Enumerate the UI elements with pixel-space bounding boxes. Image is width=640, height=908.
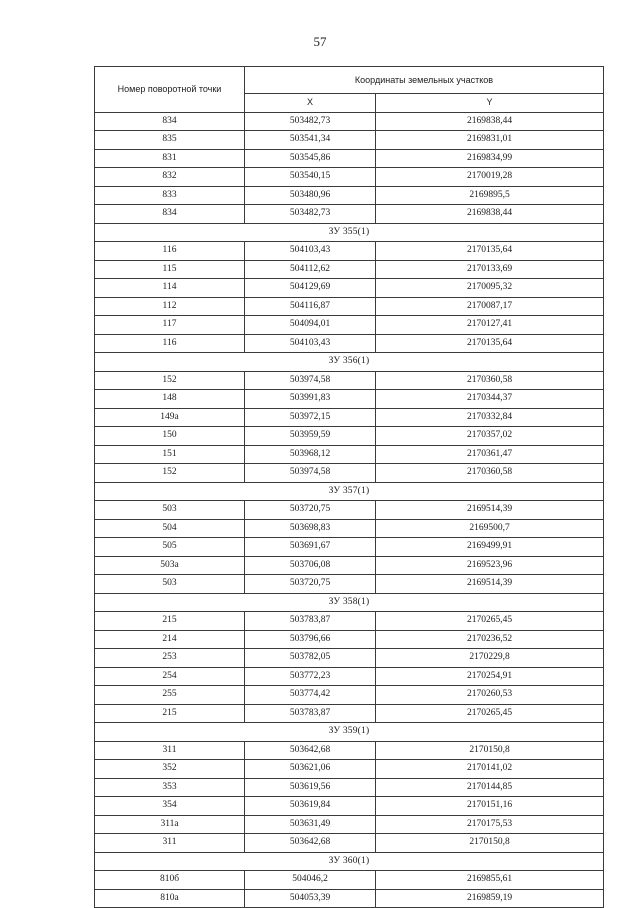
y-coordinate-cell: 2169514,39 (376, 575, 604, 594)
table-row (95, 686, 604, 705)
section-label: ЗУ 356(1) (95, 353, 604, 372)
y-coordinate-cell: 2169895,5 (376, 186, 604, 205)
point-number-cell: 116 (95, 242, 245, 261)
point-number-cell: 352 (95, 760, 245, 779)
table-row (95, 778, 604, 797)
point-number-cell: 115 (95, 260, 245, 279)
x-coordinate-cell: 503619,56 (245, 778, 376, 797)
y-coordinate-cell: 2170360,58 (376, 464, 604, 483)
table-row (95, 667, 604, 686)
x-coordinate-cell: 504116,87 (245, 297, 376, 316)
table-row (95, 871, 604, 890)
point-number-cell: 505 (95, 538, 245, 557)
y-coordinate-cell: 2170150,8 (376, 834, 604, 853)
table-row (95, 131, 604, 150)
point-number-cell: 834 (95, 112, 245, 131)
point-number-cell: 834 (95, 205, 245, 224)
table-row (95, 612, 604, 631)
section-label: ЗУ 359(1) (95, 723, 604, 742)
point-number-cell: 215 (95, 704, 245, 723)
y-coordinate-cell: 2170344,37 (376, 390, 604, 409)
table-row (95, 334, 604, 353)
section-label: ЗУ 357(1) (95, 482, 604, 501)
y-coordinate-cell: 2170141,02 (376, 760, 604, 779)
table-body (95, 112, 604, 908)
y-coordinate-cell: 2170265,45 (376, 704, 604, 723)
y-coordinate-cell: 2170133,69 (376, 260, 604, 279)
x-coordinate-cell: 504053,39 (245, 889, 376, 908)
table-row (95, 649, 604, 668)
x-coordinate-cell: 503482,73 (245, 205, 376, 224)
y-coordinate-cell: 2170332,84 (376, 408, 604, 427)
x-coordinate-cell: 503720,75 (245, 501, 376, 520)
x-coordinate-cell: 503783,87 (245, 612, 376, 631)
x-header: X (245, 94, 376, 113)
point-number-cell: 149а (95, 408, 245, 427)
x-coordinate-cell: 504094,01 (245, 316, 376, 335)
x-coordinate-cell: 503959,59 (245, 427, 376, 446)
point-number-cell: 810б (95, 871, 245, 890)
table-row (95, 279, 604, 298)
y-coordinate-cell: 2170175,53 (376, 815, 604, 834)
x-coordinate-cell: 503991,83 (245, 390, 376, 409)
x-coordinate-cell: 503706,08 (245, 556, 376, 575)
x-coordinate-cell: 503972,15 (245, 408, 376, 427)
section-label: ЗУ 358(1) (95, 593, 604, 612)
table-row (95, 186, 604, 205)
x-coordinate-cell: 503691,67 (245, 538, 376, 557)
y-coordinate-cell: 2170151,16 (376, 797, 604, 816)
y-coordinate-cell: 2169838,44 (376, 205, 604, 224)
table-row (95, 575, 604, 594)
point-number-cell: 503а (95, 556, 245, 575)
table-row (95, 519, 604, 538)
x-coordinate-cell: 503774,42 (245, 686, 376, 705)
page-number: 57 (313, 34, 327, 49)
table-row (95, 538, 604, 557)
point-number-cell: 503 (95, 575, 245, 594)
x-coordinate-cell: 503968,12 (245, 445, 376, 464)
table-row (95, 112, 604, 131)
x-coordinate-cell: 503482,73 (245, 112, 376, 131)
table-row (95, 741, 604, 760)
point-number-cell: 112 (95, 297, 245, 316)
y-header: Y (376, 94, 604, 113)
point-number-cell: 150 (95, 427, 245, 446)
point-number-cell: 152 (95, 464, 245, 483)
table-row (95, 297, 604, 316)
y-coordinate-cell: 2170087,17 (376, 297, 604, 316)
y-coordinate-cell: 2170357,02 (376, 427, 604, 446)
y-coordinate-cell: 2170144,85 (376, 778, 604, 797)
coordinates-table (94, 66, 604, 908)
y-coordinate-cell: 2169855,61 (376, 871, 604, 890)
y-coordinate-cell: 2170265,45 (376, 612, 604, 631)
y-coordinate-cell: 2170127,41 (376, 316, 604, 335)
y-coordinate-cell: 2169838,44 (376, 112, 604, 131)
section-row (95, 482, 604, 501)
y-coordinate-cell: 2170260,53 (376, 686, 604, 705)
table-row (95, 815, 604, 834)
y-coordinate-cell: 2169859,19 (376, 889, 604, 908)
y-coordinate-cell: 2170254,91 (376, 667, 604, 686)
point-number-cell: 810а (95, 889, 245, 908)
section-label: ЗУ 360(1) (95, 852, 604, 871)
point-number-cell: 353 (95, 778, 245, 797)
point-number-cell: 311 (95, 741, 245, 760)
x-coordinate-cell: 503796,66 (245, 630, 376, 649)
table-row (95, 316, 604, 335)
y-coordinate-cell: 2170150,8 (376, 741, 604, 760)
section-row (95, 852, 604, 871)
table-row (95, 704, 604, 723)
table-row (95, 408, 604, 427)
point-number-cell: 254 (95, 667, 245, 686)
point-number-cell: 151 (95, 445, 245, 464)
table-row (95, 464, 604, 483)
table-row (95, 556, 604, 575)
point-number-cell: 148 (95, 390, 245, 409)
x-coordinate-cell: 503720,75 (245, 575, 376, 594)
section-label: ЗУ 355(1) (95, 223, 604, 242)
table-row (95, 390, 604, 409)
x-coordinate-cell: 504103,43 (245, 242, 376, 261)
table-row (95, 242, 604, 261)
point-number-cell: 114 (95, 279, 245, 298)
header-row (95, 67, 604, 94)
y-coordinate-cell: 2170360,58 (376, 371, 604, 390)
point-number-cell: 311 (95, 834, 245, 853)
x-coordinate-cell: 504112,62 (245, 260, 376, 279)
y-coordinate-cell: 2169831,01 (376, 131, 604, 150)
point-number-cell: 504 (95, 519, 245, 538)
x-coordinate-cell: 503642,68 (245, 834, 376, 853)
y-coordinate-cell: 2169499,91 (376, 538, 604, 557)
x-coordinate-cell: 503621,06 (245, 760, 376, 779)
x-coordinate-cell: 503772,23 (245, 667, 376, 686)
table-row (95, 760, 604, 779)
y-coordinate-cell: 2169523,96 (376, 556, 604, 575)
section-row (95, 353, 604, 372)
table-row (95, 371, 604, 390)
x-coordinate-cell: 503698,83 (245, 519, 376, 538)
x-coordinate-cell: 503540,15 (245, 168, 376, 187)
y-coordinate-cell: 2170135,64 (376, 334, 604, 353)
y-coordinate-cell: 2169834,99 (376, 149, 604, 168)
y-coordinate-cell: 2170361,47 (376, 445, 604, 464)
y-coordinate-cell: 2169500,7 (376, 519, 604, 538)
table-row (95, 445, 604, 464)
point-number-cell: 215 (95, 612, 245, 631)
x-coordinate-cell: 504103,43 (245, 334, 376, 353)
x-coordinate-cell: 503631,49 (245, 815, 376, 834)
point-number-cell: 833 (95, 186, 245, 205)
x-coordinate-cell: 504046,2 (245, 871, 376, 890)
section-row (95, 223, 604, 242)
y-coordinate-cell: 2170019,28 (376, 168, 604, 187)
x-coordinate-cell: 503480,96 (245, 186, 376, 205)
y-coordinate-cell: 2170135,64 (376, 242, 604, 261)
y-coordinate-cell: 2170236,52 (376, 630, 604, 649)
x-coordinate-cell: 503974,58 (245, 464, 376, 483)
table-row (95, 427, 604, 446)
y-coordinate-cell: 2170229,8 (376, 649, 604, 668)
x-coordinate-cell: 503974,58 (245, 371, 376, 390)
point-number-cell: 354 (95, 797, 245, 816)
table-row (95, 889, 604, 908)
table-row (95, 501, 604, 520)
point-number-cell: 152 (95, 371, 245, 390)
x-coordinate-cell: 504129,69 (245, 279, 376, 298)
table-row (95, 834, 604, 853)
y-coordinate-cell: 2169514,39 (376, 501, 604, 520)
table-row (95, 260, 604, 279)
point-number-header: Номер поворотной точки (95, 67, 245, 113)
x-coordinate-cell: 503619,84 (245, 797, 376, 816)
point-number-cell: 214 (95, 630, 245, 649)
x-coordinate-cell: 503783,87 (245, 704, 376, 723)
coordinates-header: Координаты земельных участков (245, 67, 604, 94)
x-coordinate-cell: 503541,34 (245, 131, 376, 150)
table-row (95, 168, 604, 187)
point-number-cell: 255 (95, 686, 245, 705)
point-number-cell: 117 (95, 316, 245, 335)
y-coordinate-cell: 2170095,32 (376, 279, 604, 298)
point-number-cell: 116 (95, 334, 245, 353)
x-coordinate-cell: 503782,05 (245, 649, 376, 668)
point-number-cell: 253 (95, 649, 245, 668)
point-number-cell: 835 (95, 131, 245, 150)
section-row (95, 593, 604, 612)
x-coordinate-cell: 503642,68 (245, 741, 376, 760)
table-row (95, 797, 604, 816)
table-row (95, 149, 604, 168)
table-row (95, 630, 604, 649)
point-number-cell: 311а (95, 815, 245, 834)
table-row (95, 205, 604, 224)
point-number-cell: 831 (95, 149, 245, 168)
point-number-cell: 503 (95, 501, 245, 520)
section-row (95, 723, 604, 742)
point-number-cell: 832 (95, 168, 245, 187)
x-coordinate-cell: 503545,86 (245, 149, 376, 168)
